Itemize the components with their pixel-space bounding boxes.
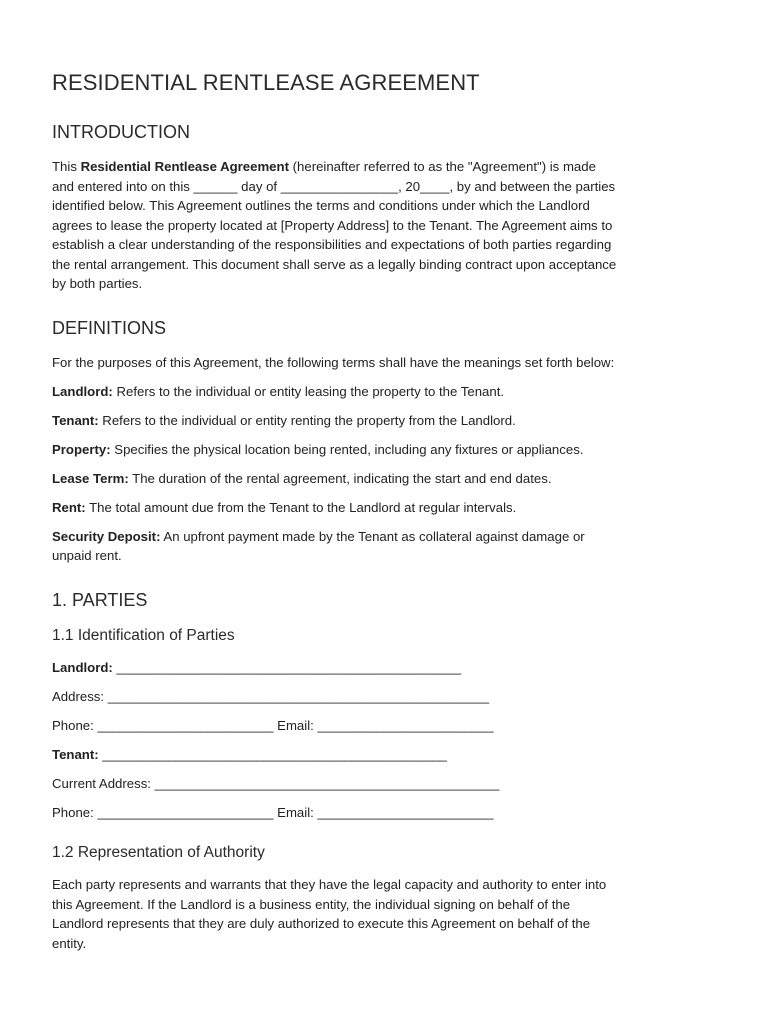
definitions-intro: For the purposes of this Agreement, the following terms shall have the meanings set forth below: (52, 354, 615, 370)
definition-landlord (52, 382, 718, 402)
authority-line-3: Landlord represents that they are duly authorized to execute this Agreement on behalf of the (52, 916, 591, 931)
authority-line-1: Each party represents and warrants that they have the legal capacity and authority to enter into (52, 877, 607, 892)
definition-security-deposit (52, 527, 718, 566)
definitions-heading: DEFINITIONS (52, 317, 167, 338)
definition-rent (52, 498, 718, 518)
definition-text: The total amount due from the Tenant to the Landlord at regular intervals. (85, 499, 517, 515)
definition-text: Refers to the individual or entity renting the property from the Landlord. (98, 412, 516, 428)
intro-line-4: agrees to lease the property located at [Property Address] to the Tenant. The Agreement aims to (52, 217, 613, 233)
intro-line-5: establish a clear understanding of the responsibilities and expectations of both parties regarding (52, 237, 612, 252)
intro-bold-term: Residential Rentlease Agreement (80, 159, 289, 174)
definition-text: An upfront payment made by the Tenant as collateral against damage or (160, 528, 585, 544)
definition-term: Tenant: (52, 412, 99, 428)
tenant-name-blank[interactable]: _______________________________________________ (98, 746, 448, 762)
document-title: RESIDENTIAL RENTLEASE AGREEMENT (52, 70, 480, 95)
intro-line-1-rest: (hereinafter referred to as the "Agreement") is made (288, 159, 596, 174)
tenant-contact-field[interactable]: Phone: ________________________ Email: ________________________ (52, 804, 494, 820)
definition-term: Property: (52, 441, 111, 457)
definition-property (52, 440, 718, 460)
definition-text: Specifies the physical location being rented, including any fixtures or appliances. (110, 441, 584, 457)
intro-lead: This (52, 159, 81, 174)
definition-term: Rent: (52, 499, 86, 515)
authority-line-4: entity. (52, 935, 87, 951)
authority-paragraph (52, 875, 718, 953)
intro-line-1 (52, 157, 718, 177)
landlord-name-field[interactable] (52, 658, 718, 678)
security-deposit-line-1 (52, 527, 718, 547)
authority-heading: 1.2 Representation of Authority (52, 844, 265, 861)
definition-text: The duration of the rental agreement, indicating the start and end dates. (128, 470, 552, 486)
tenant-name-field[interactable] (52, 745, 718, 765)
definition-term: Lease Term: (52, 470, 129, 486)
introduction-paragraph (52, 157, 718, 294)
definition-term: Landlord: (52, 383, 113, 399)
parties-heading: 1. PARTIES (52, 589, 148, 610)
definition-term: Security Deposit: (52, 528, 161, 544)
tenant-address-field[interactable]: Current Address: _______________________________________________ (52, 775, 500, 791)
authority-line-2: this Agreement. If the Landlord is a business entity, the individual signing on behalf of the (52, 896, 571, 912)
intro-line-6: the rental arrangement. This document shall serve as a legally binding contract upon acceptance (52, 256, 617, 272)
landlord-contact-field[interactable]: Phone: ________________________ Email: ________________________ (52, 717, 494, 733)
landlord-name-blank[interactable]: _______________________________________________ (112, 659, 462, 675)
landlord-address-field[interactable]: Address: ____________________________________________________ (52, 688, 490, 704)
security-deposit-line-2: unpaid rent. (52, 548, 122, 563)
landlord-label: Landlord: (52, 659, 113, 675)
definition-tenant (52, 411, 718, 431)
definition-text: Refers to the individual or entity leasing the property to the Tenant. (112, 383, 505, 399)
intro-line-7: by both parties. (52, 276, 143, 291)
intro-line-3: identified below. This Agreement outlines the terms and conditions under which the Landlord (52, 198, 590, 213)
tenant-label: Tenant: (52, 746, 99, 762)
definition-lease-term (52, 469, 718, 489)
intro-line-2: and entered into on this ______ day of ________________, 20____, by and between the parties (52, 178, 616, 194)
identification-heading: 1.1 Identification of Parties (52, 626, 235, 644)
introduction-heading: INTRODUCTION (52, 122, 190, 142)
